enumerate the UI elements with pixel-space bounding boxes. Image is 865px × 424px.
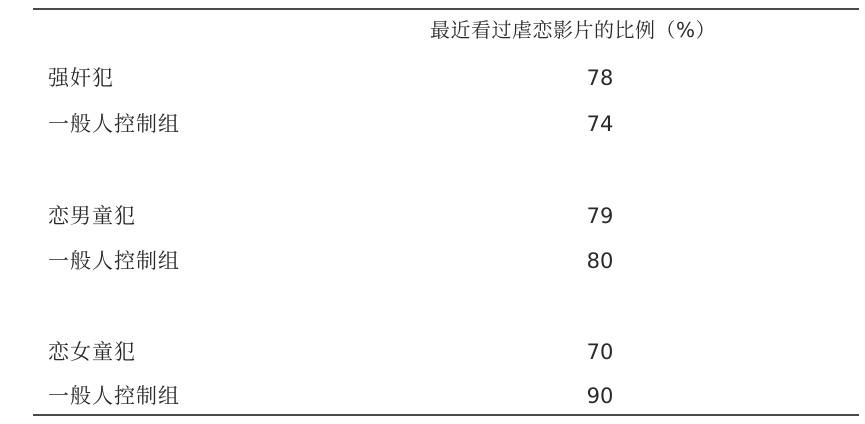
- table-row: [0, 246, 865, 276]
- row-value: 80: [586, 249, 614, 273]
- row-label: 一般人控制组: [48, 249, 180, 273]
- row-label: 一般人控制组: [48, 112, 180, 136]
- table-row: [0, 337, 865, 367]
- row-label: 恋男童犯: [48, 204, 136, 228]
- row-label: 恋女童犯: [48, 340, 136, 364]
- row-label: 强奸犯: [48, 66, 114, 90]
- row-label: 一般人控制组: [48, 384, 180, 408]
- row-value: 79: [586, 204, 614, 228]
- column-header: 最近看过虐恋影片的比例（%）: [430, 18, 717, 42]
- table-bottom-rule: [33, 414, 859, 416]
- table-row: [0, 63, 865, 93]
- table-row: [0, 381, 865, 411]
- row-value: 74: [586, 112, 614, 136]
- row-value: 78: [586, 66, 614, 90]
- table-row: [0, 109, 865, 139]
- row-value: 90: [586, 384, 614, 408]
- table-row: [0, 201, 865, 231]
- row-value: 70: [586, 340, 614, 364]
- table-top-rule: [33, 8, 859, 10]
